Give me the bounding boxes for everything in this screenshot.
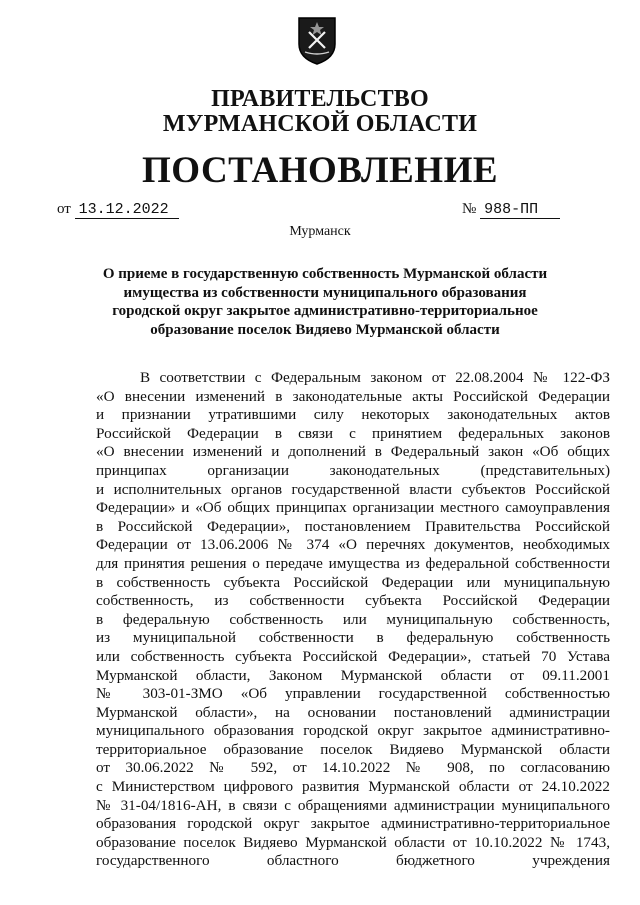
government-title-line1: ПРАВИТЕЛЬСТВО [211, 86, 429, 112]
document-type-title: ПОСТАНОВЛЕНИЕ [141, 150, 499, 191]
body-line: Федерации от 13.06.2006 № 374 «О перечнях документов, необходимых [96, 536, 610, 554]
number-prefix: № [462, 201, 477, 217]
body-line: № 303-01-ЗМО «Об управлении государственной собственностью [96, 685, 610, 703]
body-line: в Российской Федерации», постановлением Правительства Российской [96, 517, 610, 535]
body-line: образования городской округ закрытое административно-территориальное [96, 815, 610, 833]
body-line: Российской Федерации в связи с принятием федеральных законов [96, 424, 610, 442]
coat-of-arms-icon [295, 14, 339, 66]
body-line: «О внесении изменений и дополнений в Федеральный закон «Об общих [96, 443, 610, 461]
document-number-row [462, 201, 560, 219]
date-prefix: от [57, 201, 71, 217]
body-line: с Министерством цифрового развития Мурманской области от 24.10.2022 [96, 778, 610, 796]
body-line: собственность, из собственности субъекта Российской Федерации [96, 592, 610, 610]
body-line: территориальное образование поселок Видяево Мурманской области [96, 740, 610, 758]
document-body [96, 369, 610, 871]
body-line: из муниципальной собственности в федеральную собственность [96, 629, 610, 647]
body-line: в собственность субъекта Российской Федерации или муниципальную [96, 573, 610, 591]
document-subject: О приеме в государственную собственность Мурманской области имущества из собственности муниципального образования городской округ закрытое административно-территориальное образование поселок Видяево Мурманской области [102, 266, 548, 338]
document-number: 988-ПП [480, 201, 560, 219]
document-date: 13.12.2022 [75, 201, 179, 219]
government-title-line2: МУРМАНСКОЙ ОБЛАСТИ [162, 111, 478, 137]
body-line: и исполнительных органов государственной власти субъектов Российской [96, 480, 610, 498]
body-line: государственного областного бюджетного учреждения [96, 852, 610, 870]
body-line: принципах организации законодательных (представительных) [96, 461, 610, 479]
body-line: Мурманской области», на основании постановлений администрации [96, 703, 610, 721]
body-line: муниципального образования городской округ закрытое административно- [96, 722, 610, 740]
body-line: для принятия решения о передаче имущества из федеральной собственности [96, 554, 610, 572]
body-line: «О внесении изменений в законодательные акты Российской Федерации [96, 387, 610, 405]
body-line: № 31-04/1816-АН, в связи с обращениями администрации муниципального [96, 796, 610, 814]
body-line: Федерации» и «Об общих принципах организации местного самоуправления [96, 499, 610, 517]
body-line: образование поселок Видяево Мурманской области от 10.10.2022 № 1743, [96, 833, 610, 851]
body-line: или собственность субъекта Российской Федерации», статьей 70 Устава [96, 647, 610, 665]
body-line: Мурманской области, Законом Мурманской области от 09.11.2001 [96, 666, 610, 684]
document-date-row [57, 201, 179, 219]
body-line: в федеральную собственность или муниципальную собственность, [96, 610, 610, 628]
body-line: от 30.06.2022 № 592, от 14.10.2022 № 908, по согласованию [96, 759, 610, 777]
document-city: Мурманск [289, 224, 351, 239]
body-line: и признании утратившими силу некоторых законодательных актов [96, 406, 610, 424]
body-line: В соответствии с Федеральным законом от 22.08.2004 № 122-ФЗ [140, 369, 610, 386]
